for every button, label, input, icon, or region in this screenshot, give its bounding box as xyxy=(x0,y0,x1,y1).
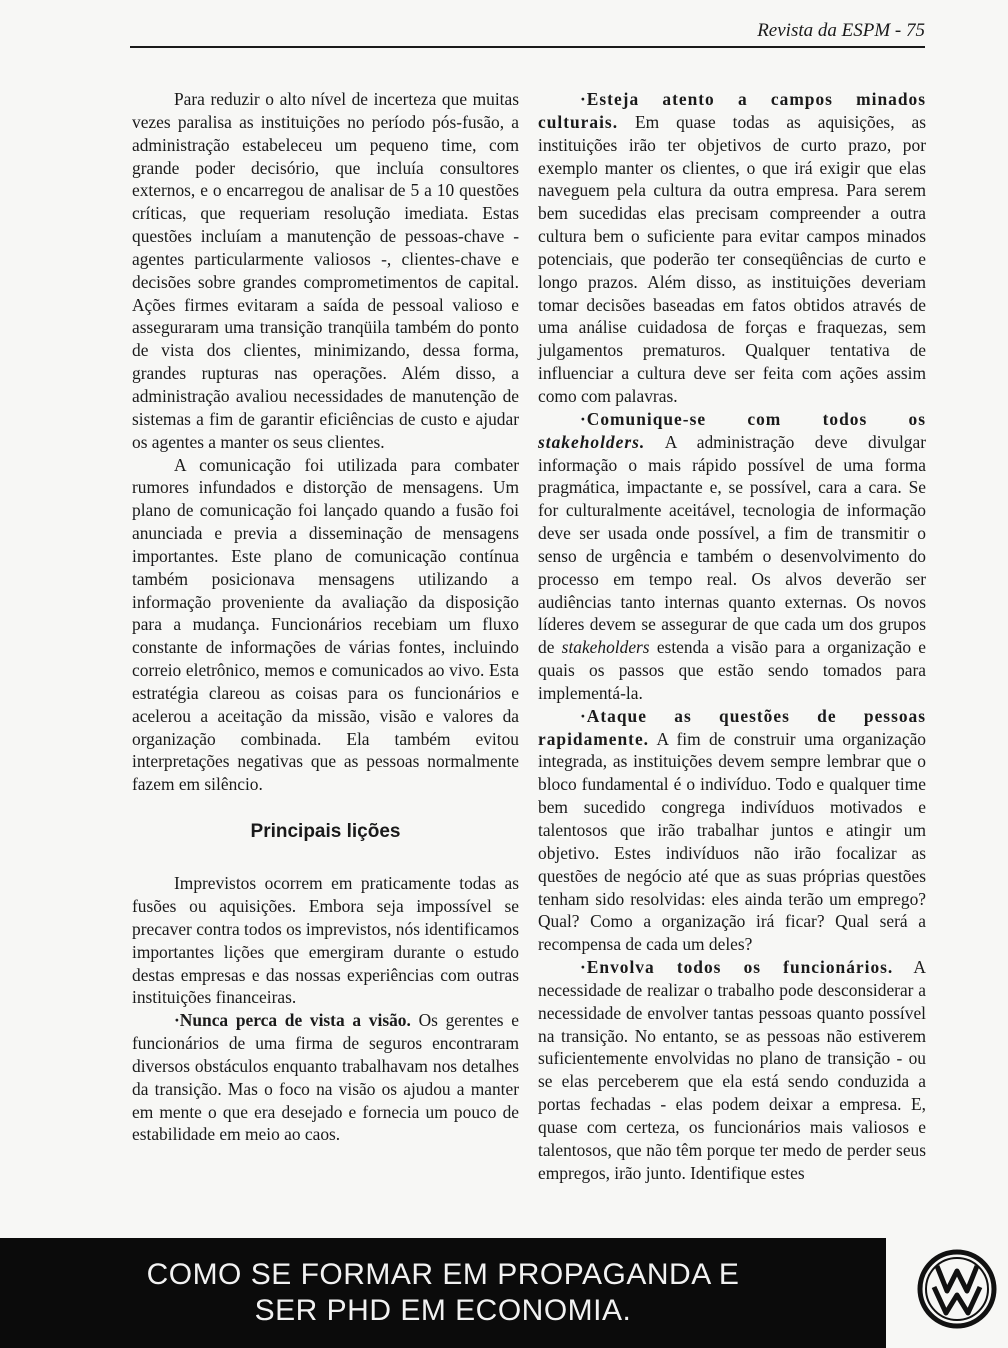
right-column xyxy=(538,88,926,1185)
left-paragraph-2: A comunicação foi utilizada para combater rumores infundados e distorção de mensagens. Um plano de comunicação foi lançado quando a fusão foi anunciada e previa a disseminação de mensagens importantes. Este plano de comunicação contínua também posicionava mensagens utilizando a informação proveniente da avaliação da disposição para a mudança. Funcionários recebiam um fluxo constante de informações de várias fontes, incluindo correio eletrônico, memos e comunicados ao vivo. Esta estratégia clareou as coisas para os funcionários e acelerou a aceitação da missão, visão e valores da organização combinada. Ela também evitou interpretações negativas que as pessoas normalmente fazem em silêncio. xyxy=(132,454,519,795)
left-paragraph-3: Imprevistos ocorrem em praticamente todas as fusões ou aquisições. Embora seja impossível se precaver contra todos os imprevistos, nós identificamos importantes lições que emergiram durante o estudo destas empresas e das nossas experiências com outras instituições financeiras. xyxy=(132,873,519,1008)
left-column xyxy=(132,88,519,1146)
ad-headline-line-1: COMO SE FORMAR EM PROPAGANDA E xyxy=(146,1258,740,1291)
advertisement-banner xyxy=(0,1238,886,1348)
vw-logo-icon xyxy=(917,1249,997,1329)
lesson-lead-involve: ·Envolva todos os funcionários. xyxy=(580,957,894,978)
lesson-lead-stakeholders: stakeholders. xyxy=(538,431,646,452)
lesson-body-people: A fim de construir uma organização integrada, as instituições devem sempre lembrar que o bloco fundamental é o indivíduo. Todo e qualquer time bem sucedido congrega indivíduos motivados e talentosos que irão trabalhar juntos e atingir um objetivo. Estes indivíduos não irão focalizar as questões de negócio até que as suas próprias questões tenham sido resolvidas: eles ainda terão um emprego? Qual? Como a organização irá ficar? Qual será a recompensa de cada um deles? xyxy=(538,728,926,955)
lesson-lead-vision: ·Nunca perca de vista a visão. xyxy=(174,1010,411,1031)
lesson-body-communicate-b: estenda a visão para a organização e quais os passos que estão sendo tomados para implementá-la. xyxy=(538,637,926,703)
right-paragraph-1 xyxy=(538,88,926,408)
right-paragraph-3 xyxy=(538,705,926,956)
lesson-body-communicate-a: A administração deve divulgar informação o mais rápido possível de uma forma pragmática, impactante e, se possível, cara a cara. Se for culturalmente aceitável, tecnologia de informação deve ser usada onde possível, a fim de transmitir o senso de urgência e também o desenvolvimento do processo em tempo real. Os alvos deverão ser audiências tanto internas quanto externas. Os novos líderes devem se assegurar de que cada um dos grupos de xyxy=(538,431,926,658)
running-header xyxy=(130,18,925,48)
left-paragraph-1: Para reduzir o alto nível de incerteza que muitas vezes paralisa as instituições no período pós-fusão, a administração estabeleceu um pequeno time, com grande poder decisório, que incluía consultores externos, e o encarregou de analisar de 5 a 10 questões críticas, que requeriam resolução imediata. Estas questões incluíam a manutenção de pessoas-chave - agentes particularmente valiosos -, clientes-chave e decisões sobre grandes comprometimentos de capital. Ações firmes evitaram a saída de pessoal valioso e asseguraram uma transição tranqüila também do ponto de vista dos clientes, minimizando, dessa forma, grandes rupturas nas operações. Além disso, a administração avaliou necessidades de manutenção de sistemas a fim de garantir eficiências de custo e ajudar os agentes a manter os seus clientes. xyxy=(132,89,519,452)
lesson-body-stakeholders: stakeholders xyxy=(561,637,650,658)
left-paragraph-4 xyxy=(132,1009,519,1146)
lesson-body-culture: Em quase todas as aquisições, as instituições irão ter objetivos de curto prazo, por exemplo manter os clientes, o que irá exigir que elas naveguem pela cultura da outra empresa. Para serem bem sucedidas elas precisam compreender a outra cultura bem o suficiente para evitar campos minados potenciais, que poderão ter conseqüências de curto e longo prazos. Além disso, as instituições deveriam tomar decisões baseadas em fatos obtidos através de uma análise cuidadosa de forças e fraquezas, sem julgamentos prematuros. Qualquer tentativa de influenciar a cultura deve ser feita com ações assim como com palavras. xyxy=(538,111,926,406)
right-paragraph-4 xyxy=(538,956,926,1184)
lesson-lead-people: ·Ataque as questões de pessoas rapidamente. xyxy=(538,705,926,749)
lesson-lead-communicate: ·Comunique-se com todos os xyxy=(580,408,926,429)
right-paragraph-2 xyxy=(538,408,926,705)
ad-headline-line-2: SER PHD EM ECONOMIA. xyxy=(254,1294,632,1327)
lesson-body-vision: Os gerentes e funcionários de uma firma de seguros encontraram diversos obstáculos enquanto trabalhavam nos detalhes da transição. Mas o foco na visão os ajudou a manter em mente o que era desejado e fornecia um pouco de estabilidade em meio ao caos. xyxy=(132,1010,519,1145)
section-heading: Principais lições xyxy=(250,821,401,843)
lesson-lead-culture: ·Esteja atento a campos minados culturais. xyxy=(538,89,926,132)
lesson-body-involve: A necessidade de realizar o trabalho pode desconsiderar a necessidade de envolver tantas pessoas quanto possível na transição. No entanto, se as pessoas não estiverem suficientemente envolvidas no plano de transição - ou se elas perceberem que ela está sendo conduzida a portas fechadas - elas podem deixar a empresa. E, quase com certeza, os funcionários mais valiosos e talentosos, que não têm porque ter medo de perder seus empregos, irão junto. Identifique estes xyxy=(538,957,926,1183)
running-head-text: Revista da ESPM - 75 xyxy=(757,20,925,41)
